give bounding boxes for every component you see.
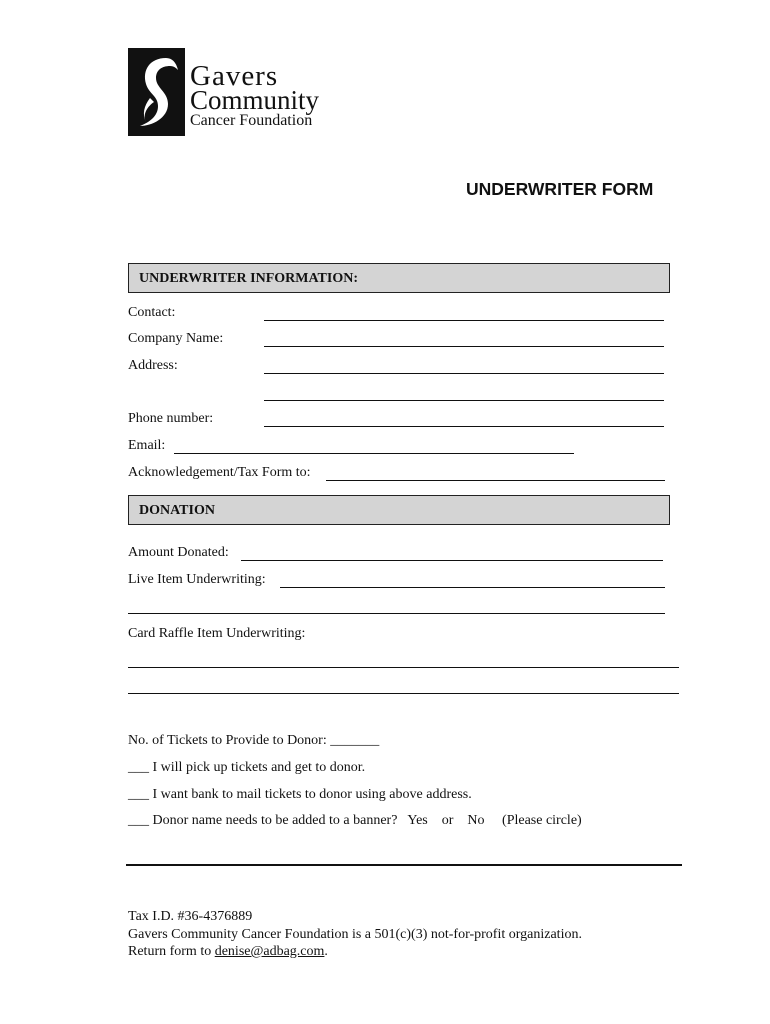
page-title: UNDERWRITER FORM [466,179,654,199]
amount-donated-label: Amount Donated: [128,545,229,560]
return-instructions [128,943,328,960]
banner-option[interactable]: ___ Donor name needs to be added to a banner? Yes or No (Please circle) [128,813,582,828]
underwriter-section-header: UNDERWRITER INFORMATION: [128,263,670,293]
logo-line-1: Gavers [190,60,279,92]
email-label: Email: [128,438,166,453]
logo-mark [128,48,185,136]
logo-line-3: Cancer Foundation [190,112,313,129]
logo-line-2: Community [190,85,320,115]
return-suffix: . [324,944,328,959]
card-raffle-field-line-2[interactable] [128,693,679,694]
contact-field[interactable] [264,320,664,321]
tickets-count-field[interactable]: No. of Tickets to Provide to Donor: _______ [128,733,380,748]
company-name-label: Company Name: [128,331,224,346]
pickup-option[interactable]: ___ I will pick up tickets and get to donor. [128,760,366,775]
address-label: Address: [128,358,178,373]
contact-label: Contact: [128,305,176,320]
amount-donated-field[interactable] [241,560,663,561]
return-prefix: Return form to [128,944,215,959]
logo-wordmark [190,62,319,129]
address-field-line-1[interactable] [264,373,664,374]
tax-id: Tax I.D. #36-4376889 [128,909,253,924]
acknowledgement-field[interactable] [326,480,665,481]
footer-divider [126,864,682,866]
nonprofit-statement: Gavers Community Cancer Foundation is a 501(c)(3) not-for-profit organization. [128,927,582,942]
live-item-field-line-1[interactable] [280,587,665,588]
mail-option[interactable]: ___ I want bank to mail tickets to donor using above address. [128,787,472,802]
return-email-link[interactable]: denise@adbag.com [214,944,325,959]
address-field-line-2[interactable] [264,400,664,401]
phone-label: Phone number: [128,411,214,426]
live-item-field-line-2[interactable] [128,613,665,614]
ribbon-logo-icon [128,48,185,136]
card-raffle-field-line-1[interactable] [128,667,679,668]
live-item-label: Live Item Underwriting: [128,572,266,587]
company-name-field[interactable] [264,346,664,347]
card-raffle-label: Card Raffle Item Underwriting: [128,626,306,641]
donation-section-header: DONATION [128,495,670,525]
phone-field[interactable] [264,426,664,427]
acknowledgement-label: Acknowledgement/Tax Form to: [128,465,311,480]
email-field[interactable] [174,453,574,454]
